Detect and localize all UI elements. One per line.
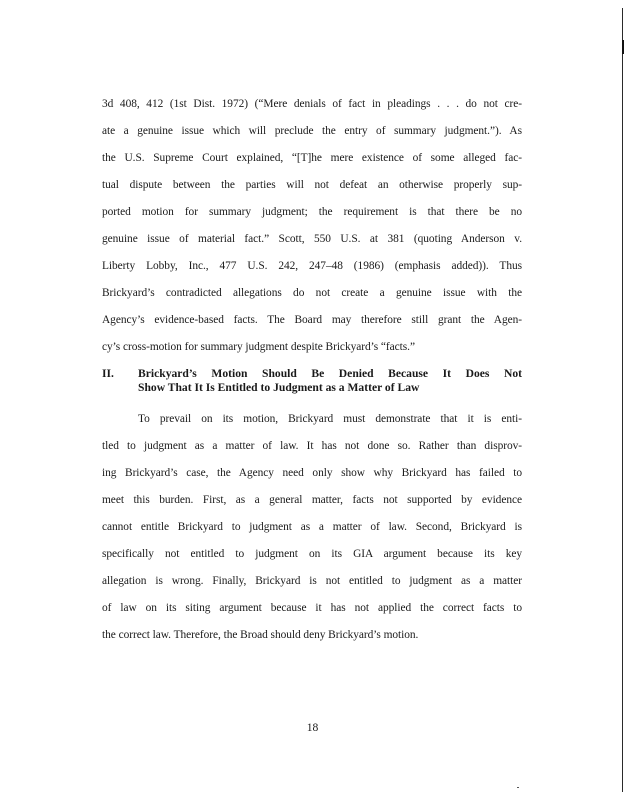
scan-edge-mark	[622, 40, 624, 54]
paragraph-line: To prevail on its motion, Brickyard must demonstrate that it is enti-	[138, 413, 522, 425]
paragraph-line: 3d 408, 412 (1st Dist. 1972) (“Mere denials of fact in pleadings . . . do not cre-	[102, 98, 522, 110]
paragraph-line: allegation is wrong. Finally, Brickyard is not entitled to judgment as a matter	[102, 575, 522, 587]
scan-edge-line	[622, 8, 623, 792]
section-heading-line: Show That It Is Entitled to Judgment as a Matter of Law	[138, 381, 420, 394]
paragraph-line: of law on its siting argument because it has not applied the correct facts to	[102, 602, 522, 614]
paragraph-line: the correct law. Therefore, the Broad should deny Brickyard’s motion.	[102, 629, 419, 641]
paragraph-line: cannot entitle Brickyard to judgment as a matter of law. Second, Brickyard is	[102, 521, 522, 533]
scan-speck	[517, 787, 519, 788]
paragraph-line: Liberty Lobby, Inc., 477 U.S. 242, 247–48 (1986) (emphasis added)). Thus	[102, 260, 522, 272]
paragraph-line: cy’s cross-motion for summary judgment despite Brickyard’s “facts.”	[102, 341, 415, 353]
paragraph-line: specifically not entitled to judgment on its GIA argument because its key	[102, 548, 522, 560]
paragraph-line: Agency’s evidence-based facts. The Board may therefore still grant the Agen-	[102, 314, 522, 326]
paragraph-line: meet this burden. First, as a general matter, facts not supported by evidence	[102, 494, 522, 506]
paragraph-line: ate a genuine issue which will preclude the entry of summary judgment.”). As	[102, 125, 522, 137]
section-number: II.	[102, 367, 114, 380]
page-number: 18	[306, 721, 319, 734]
paragraph-line: ported motion for summary judgment; the requirement is that there be no	[102, 206, 522, 218]
paragraph-line: genuine issue of material fact.” Scott, 550 U.S. at 381 (quoting Anderson v.	[102, 233, 522, 245]
paragraph-line: tled to judgment as a matter of law. It has not done so. Rather than disprov-	[102, 440, 522, 452]
paragraph-line: the U.S. Supreme Court explained, “[T]he mere existence of some alleged fac-	[102, 152, 522, 164]
section-heading-line: Brickyard’s Motion Should Be Denied Because It Does Not	[138, 367, 522, 380]
paragraph-line: ing Brickyard’s case, the Agency need only show why Brickyard has failed to	[102, 467, 522, 479]
paragraph-line: tual dispute between the parties will not defeat an otherwise properly sup-	[102, 179, 522, 191]
paragraph-line: Brickyard’s contradicted allegations do not create a genuine issue with the	[102, 287, 522, 299]
